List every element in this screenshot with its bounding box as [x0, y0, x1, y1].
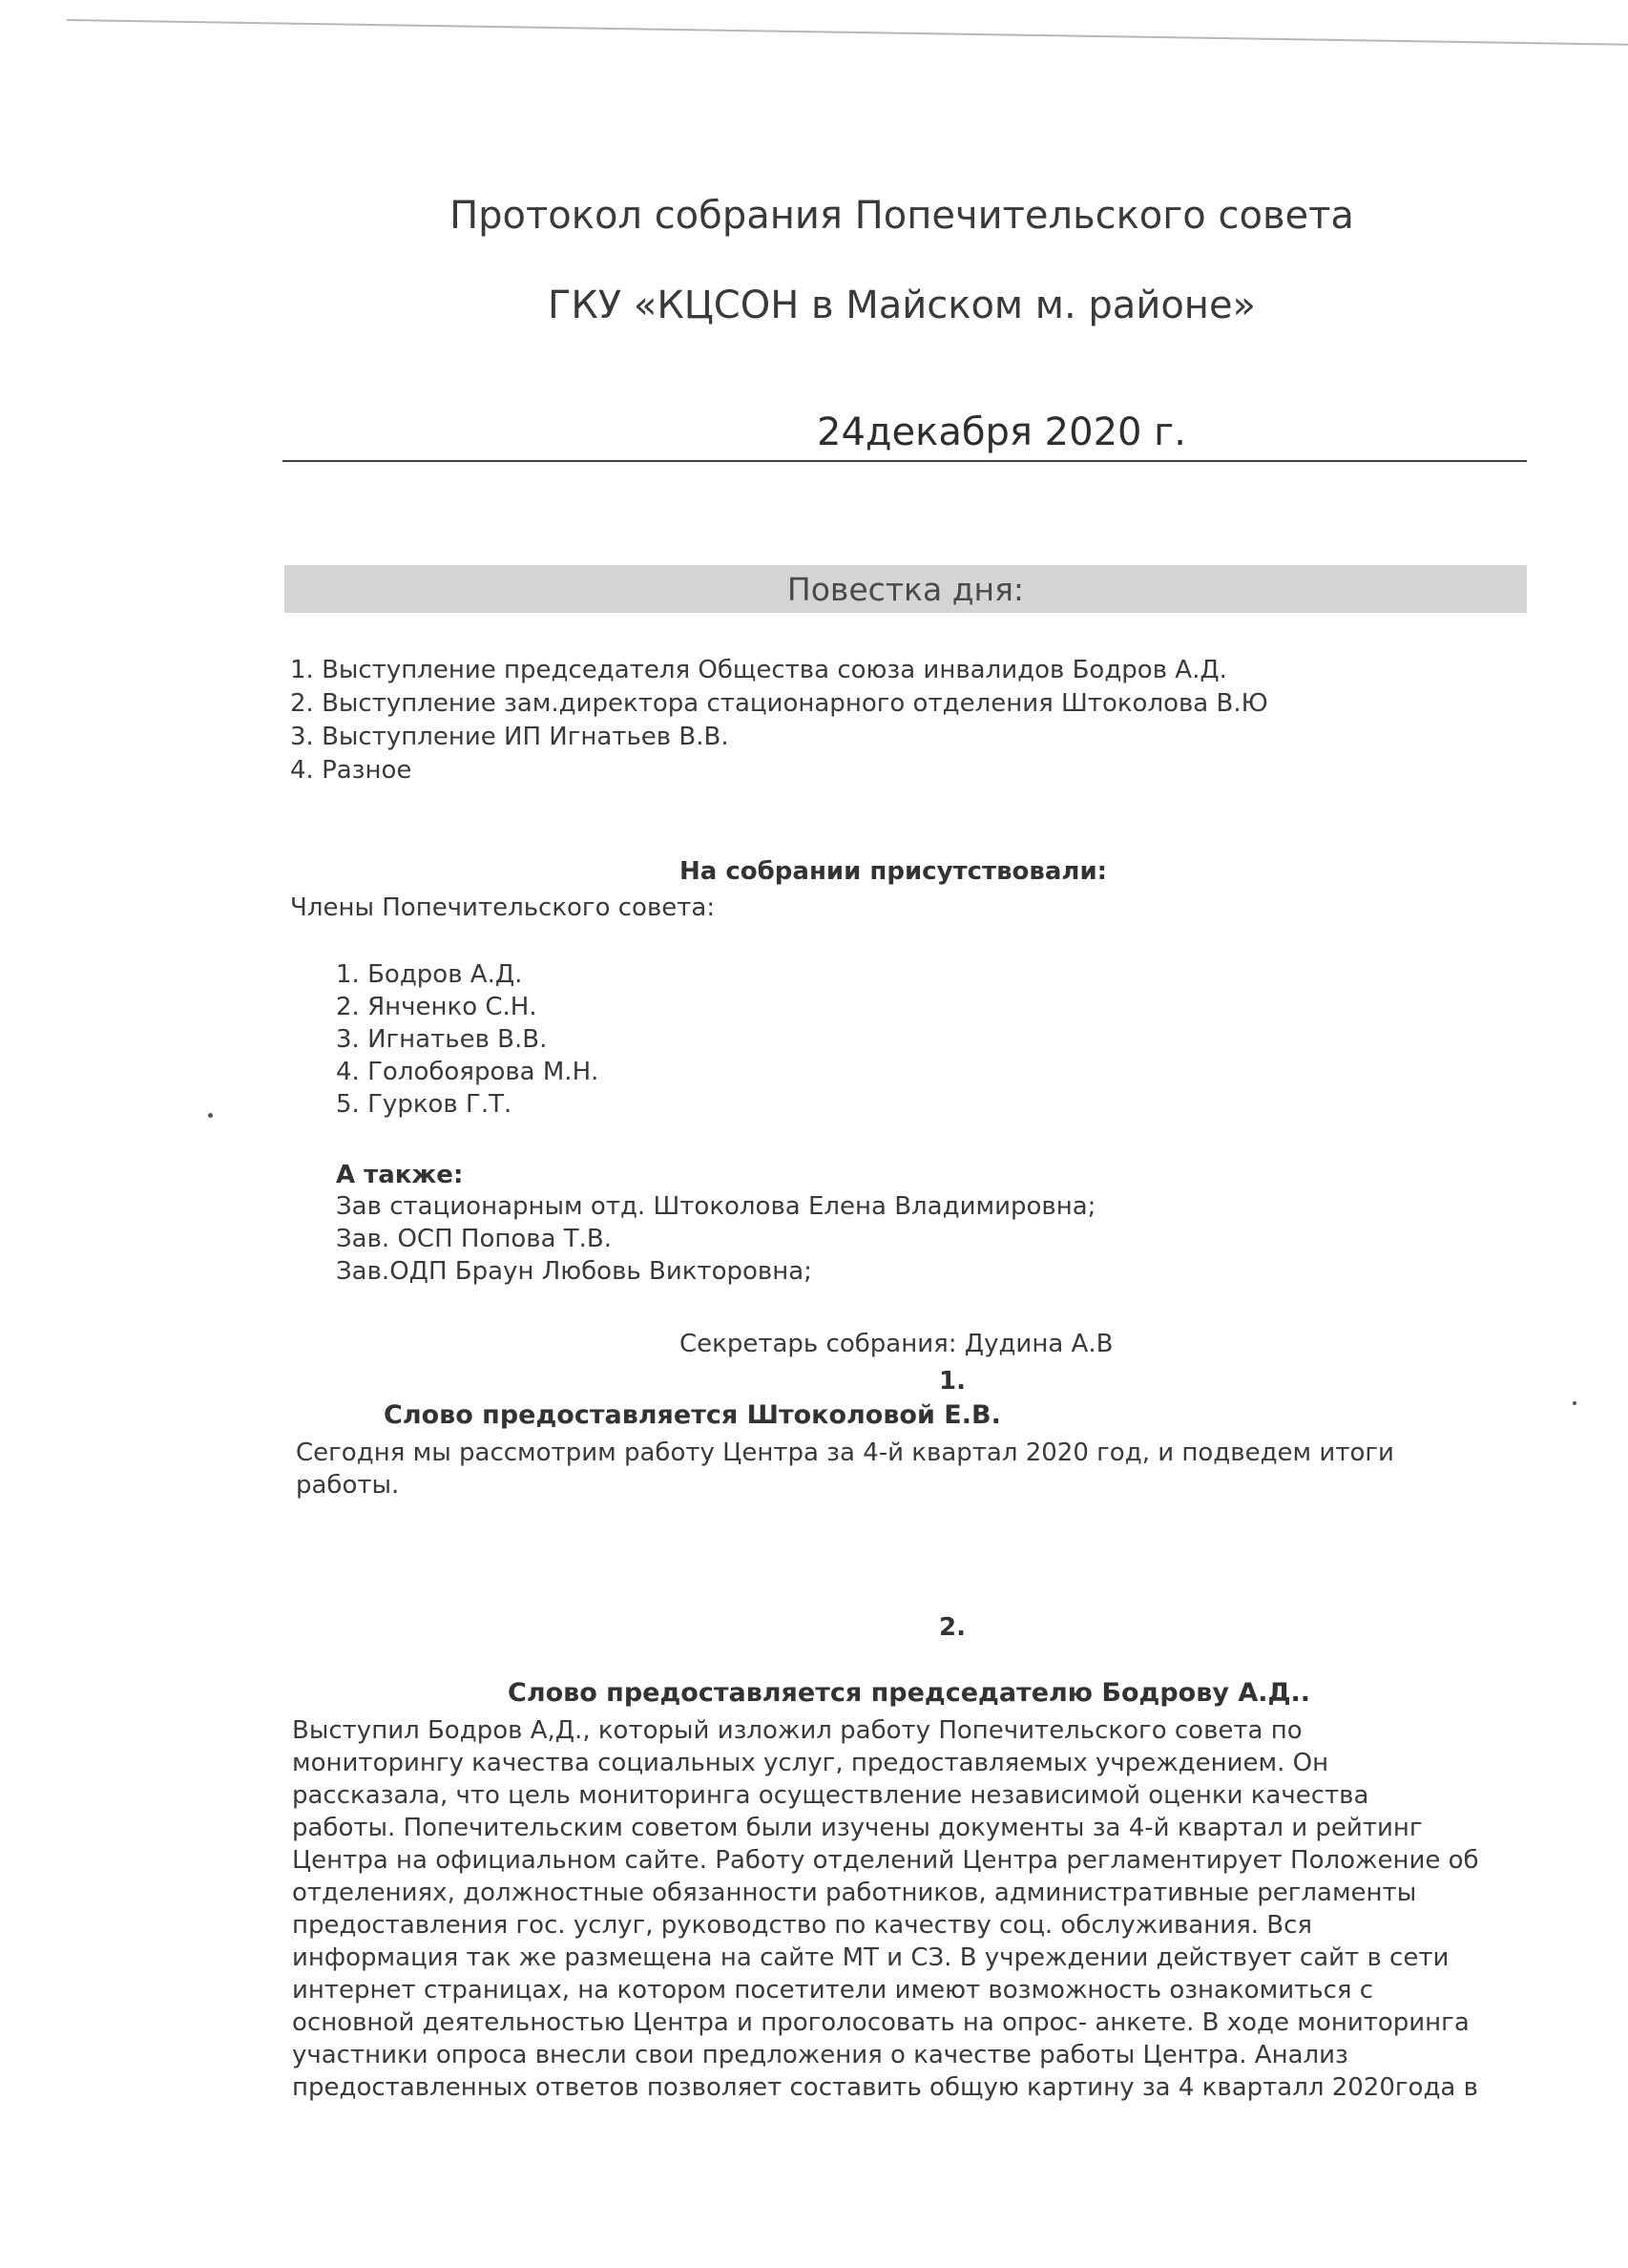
member-item: 4. Голобоярова М.Н. [336, 1058, 599, 1086]
member-item: 3. Игнатьев В.В. [336, 1025, 548, 1054]
agenda-heading: Повестка дня: [786, 571, 1025, 608]
agenda-item: 3. Выступление ИП Игнатьев В.В. [290, 723, 729, 751]
scan-speck [208, 1113, 213, 1118]
also-present-item: Зав.ОДП Браун Любовь Викторовна; [336, 1257, 812, 1286]
paragraph-line: мониторингу качества социальных услуг, предоставляемых учреждением. Он [292, 1749, 1329, 1777]
section-2-number: 2. [939, 1613, 966, 1642]
paragraph-line: основной деятельностью Центра и проголосовать на опрос- анкете. В ходе мониторинга [292, 2008, 1470, 2037]
agenda-item: 1. Выступление председателя Общества союза инвалидов Бодров А.Д. [290, 656, 1227, 684]
paragraph-line: отделениях, должностные обязанности работников, административные регламенты [292, 1879, 1417, 1907]
section-1-heading: Слово предоставляется Штоколовой Е.В. [384, 1400, 1001, 1430]
section-2-paragraph [292, 1714, 1479, 2104]
agenda-item: 2. Выступление зам.директора стационарного отделения Штоколова В.Ю [290, 689, 1268, 718]
date-underline [282, 460, 1527, 462]
member-item: 5. Гурков Г.Т. [336, 1090, 512, 1119]
agenda-list [290, 654, 1268, 788]
paragraph-line: Центра на официальном сайте. Работу отделений Центра регламентирует Положение об [292, 1846, 1479, 1875]
paragraph-line: Сегодня мы рассмотрим работу Центра за 4-й квартал 2020 год, и подведем итоги [296, 1438, 1394, 1467]
also-present-list [336, 1190, 1096, 1288]
section-2-heading: Слово предоставляется председателю Бодрову А.Д.. [508, 1678, 1311, 1708]
paragraph-line: участники опроса внесли свои предложения о качестве работы Центра. Анализ [292, 2041, 1348, 2069]
also-present-item: Зав. ОСП Попова Т.В. [336, 1225, 613, 1253]
document-date: 24декабря 2020 г. [817, 410, 1186, 454]
paragraph-line: работы. Попечительским советом были изучены документы за 4-й квартал и рейтинг [292, 1814, 1423, 1842]
section-1-number: 1. [939, 1367, 966, 1396]
members-list [336, 958, 598, 1121]
attendance-heading: На собрании присутствовали: [679, 857, 1108, 886]
paragraph-line: Выступил Бодров А,Д., который изложил работу Попечительского совета по [292, 1716, 1303, 1745]
scan-speck [1573, 1401, 1576, 1405]
paragraph-line: интернет страницах, на котором посетители имеют возможность ознакомиться с [292, 1976, 1374, 2005]
scan-top-edge [67, 19, 1628, 46]
agenda-item: 4. Разное [290, 756, 412, 785]
paragraph-line: предоставленных ответов позволяет составить общую картину за 4 кварталл 2020года в [292, 2073, 1478, 2102]
document-title-line-1: Протокол собрания Попечительского совета [449, 194, 1354, 238]
members-label: Члены Попечительского совета: [290, 893, 716, 922]
also-label: А также: [336, 1161, 464, 1189]
also-present-item: Зав стационарным отд. Штоколова Елена Владимировна; [336, 1192, 1096, 1221]
paragraph-line: работы. [296, 1471, 400, 1500]
paragraph-line: предоставления гос. услуг, руководство по качеству соц. обслуживания. Вся [292, 1911, 1313, 1940]
member-item: 1. Бодров А.Д. [336, 960, 523, 989]
paragraph-line: информация так же размещена на сайте МТ и СЗ. В учреждении действует сайт в сети [292, 1943, 1450, 1972]
secretary-line: Секретарь собрания: Дудина А.В [679, 1330, 1114, 1358]
document-title-line-2: ГКУ «КЦСОН в Майском м. районе» [547, 284, 1257, 327]
member-item: 2. Янченко С.Н. [336, 993, 537, 1021]
paragraph-line: рассказала, что цель мониторинга осуществление независимой оценки качества [292, 1781, 1369, 1810]
section-1-paragraph [296, 1437, 1394, 1502]
